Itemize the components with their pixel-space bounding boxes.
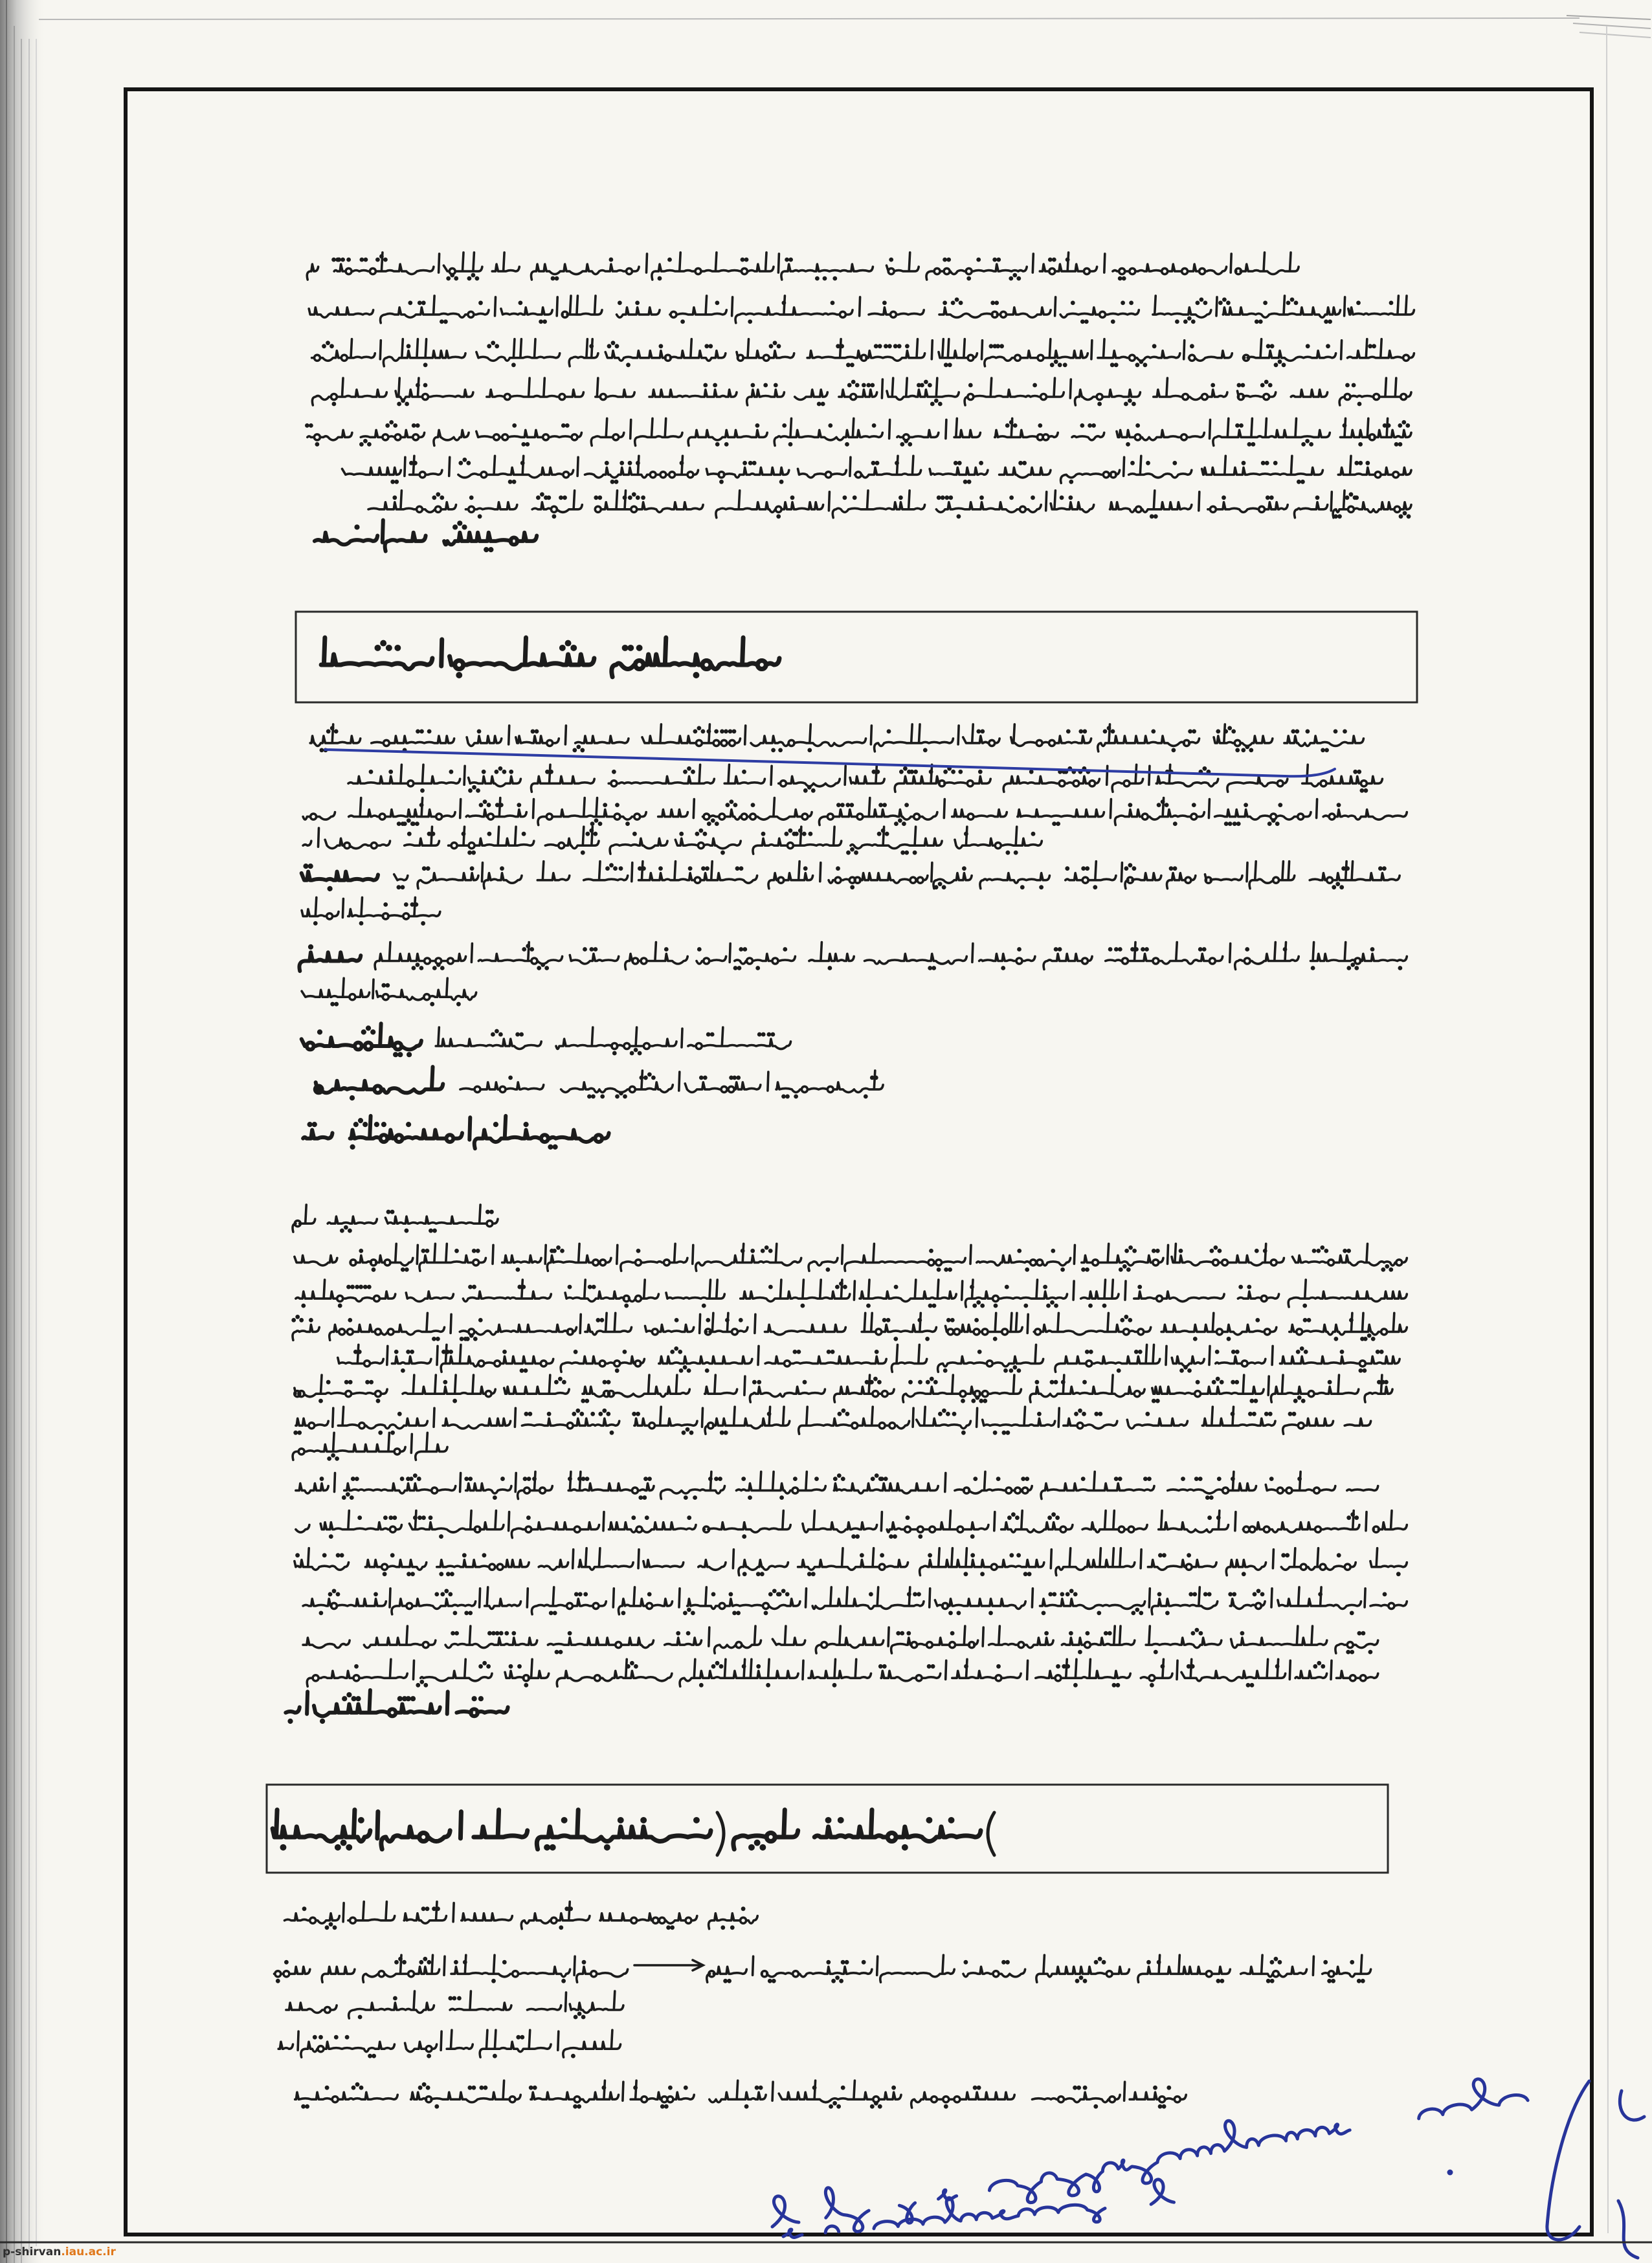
watermark-prefix: p-shirvan (3, 2246, 61, 2258)
site-watermark (3, 2245, 116, 2259)
handwriting-dot (1447, 2170, 1453, 2176)
text-dots (308, 944, 313, 950)
text-dots (350, 1095, 355, 1100)
watermark-suffix: .iau.ac.ir (61, 2246, 116, 2258)
